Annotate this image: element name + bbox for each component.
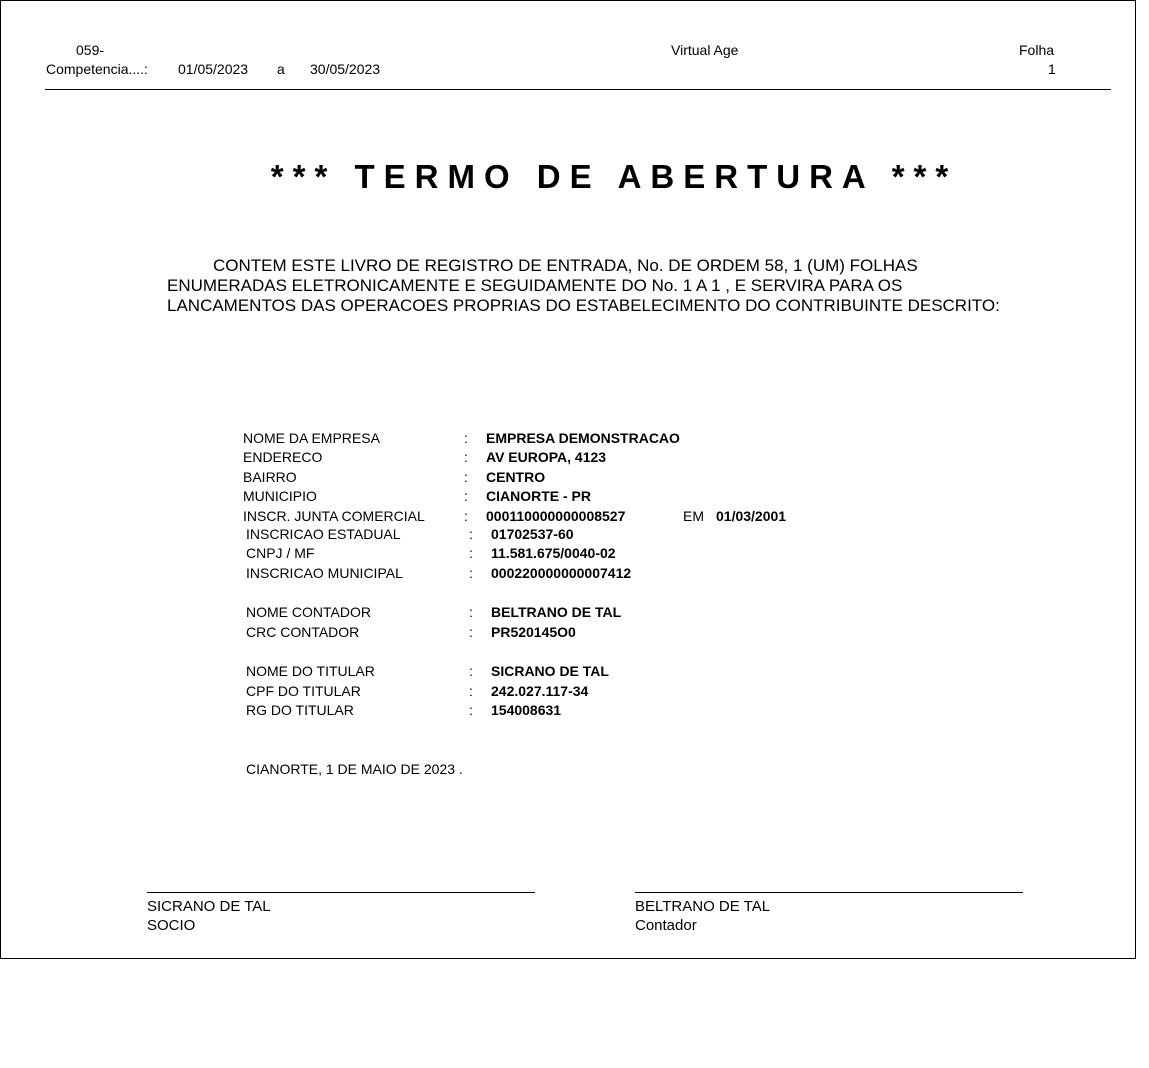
system-name: Virtual Age [671, 42, 739, 58]
im-label: INSCRICAO MUNICIPAL [246, 565, 403, 581]
folha-number: 1 [1048, 61, 1056, 77]
address-label: ENDERECO [243, 449, 323, 465]
header-divider [45, 89, 1111, 90]
junta-label: INSCR. JUNTA COMERCIAL [243, 508, 425, 524]
separator: : [464, 508, 468, 524]
separator: : [469, 604, 473, 620]
paragraph-line-2: ENUMERADAS ELETRONICAMENTE E SEGUIDAMENTE DO No. 1 A 1 , E SERVIRA PARA OS [167, 276, 903, 295]
separator: : [464, 430, 468, 446]
separator: : [464, 488, 468, 504]
ie-number: 01702537-60 [491, 526, 574, 542]
separator: : [469, 526, 473, 542]
separator: : [469, 565, 473, 581]
signer-left-role: SOCIO [147, 917, 196, 934]
neighborhood: CENTRO [486, 469, 546, 485]
company-name: EMPRESA DEMONSTRACAO [486, 430, 680, 446]
cnpj-number: 11.581.675/0040-02 [491, 545, 616, 561]
contador-name-label: NOME CONTADOR [246, 604, 371, 620]
separator: : [469, 545, 473, 561]
separator: : [469, 624, 473, 640]
crc-label: CRC CONTADOR [246, 624, 360, 640]
document-title: *** TERMO DE ABERTURA *** [270, 158, 958, 195]
crc-number: PR520145O0 [491, 624, 576, 640]
contador-name: BELTRANO DE TAL [491, 604, 622, 620]
separator: : [469, 683, 473, 699]
competencia-label: Competencia....: [46, 61, 148, 77]
paragraph-line-1: CONTEM ESTE LIVRO DE REGISTRO DE ENTRADA, No. DE ORDEM 58, 1 (UM) FOLHAS [213, 256, 918, 275]
titular-name-label: NOME DO TITULAR [246, 663, 375, 679]
separator: : [469, 702, 473, 718]
signature-line-right [635, 892, 1023, 893]
separator: : [464, 469, 468, 485]
city-label: MUNICIPIO [243, 488, 317, 504]
signature-line-left [147, 892, 535, 893]
address: AV EUROPA, 4123 [486, 449, 607, 465]
header-code: 059- [76, 42, 105, 58]
signer-right-name: BELTRANO DE TAL [635, 898, 771, 915]
date-from: 01/05/2023 [178, 61, 249, 77]
titular-name: SICRANO DE TAL [491, 663, 609, 679]
separator: : [464, 449, 468, 465]
separator: : [469, 663, 473, 679]
rg-number: 154008631 [491, 702, 562, 718]
junta-em-label: EM [683, 508, 704, 524]
ie-label: INSCRICAO ESTADUAL [246, 526, 401, 542]
place-date: CIANORTE, 1 DE MAIO DE 2023 . [246, 761, 463, 777]
junta-date: 01/03/2001 [716, 508, 787, 524]
rg-label: RG DO TITULAR [246, 702, 354, 718]
signer-right-role: Contador [635, 917, 697, 934]
paragraph-line-3: LANCAMENTOS DAS OPERACOES PROPRIAS DO ESTABELECIMENTO DO CONTRIBUINTE DESCRITO: [167, 296, 1000, 315]
city: CIANORTE - PR [486, 488, 591, 504]
neighborhood-label: BAIRRO [243, 469, 297, 485]
cpf-number: 242.027.117-34 [491, 683, 589, 699]
date-separator: a [277, 61, 285, 77]
folha-label: Folha [1019, 42, 1055, 58]
signer-left-name: SICRANO DE TAL [147, 898, 271, 915]
cpf-label: CPF DO TITULAR [246, 683, 361, 699]
junta-number: 000110000000008527 [486, 508, 626, 524]
im-number: 000220000000007412 [491, 565, 632, 581]
company-name-label: NOME DA EMPRESA [243, 430, 380, 446]
cnpj-label: CNPJ / MF [246, 545, 315, 561]
date-to: 30/05/2023 [310, 61, 381, 77]
